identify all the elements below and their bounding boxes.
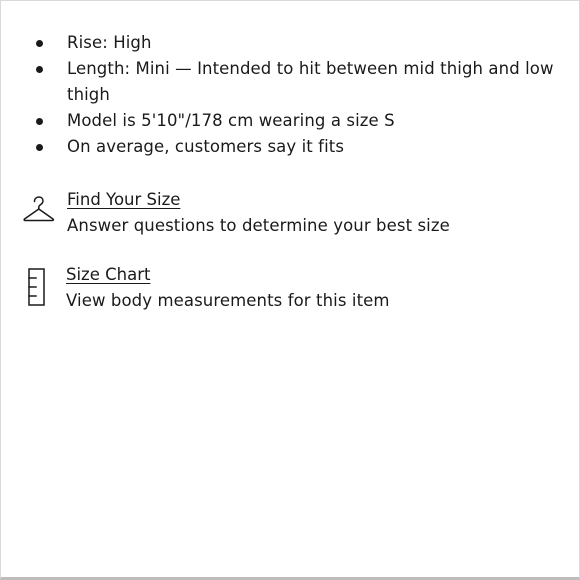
detail-fit: On average, customers say it fits <box>67 137 345 156</box>
hanger-icon <box>22 193 56 231</box>
bullet-dot <box>36 40 43 47</box>
product-details-list <box>30 30 560 160</box>
detail-model: Model is 5'10"/178 cm wearing a size S <box>67 111 395 130</box>
ruler-icon <box>27 267 47 311</box>
bullet-dot <box>36 118 43 125</box>
list-item <box>30 108 560 134</box>
bullet-dot <box>36 144 43 151</box>
list-item <box>30 56 560 108</box>
size-chart-description: View body measurements for this item <box>66 291 390 310</box>
size-chart-link[interactable]: Size Chart <box>66 265 151 284</box>
find-your-size-description: Answer questions to determine your best size <box>67 216 450 235</box>
detail-length: Length: Mini — Intended to hit between mid thigh and low thigh <box>67 59 554 104</box>
detail-rise: Rise: High <box>67 33 152 52</box>
list-item <box>30 134 560 160</box>
list-item <box>30 30 560 56</box>
bullet-dot <box>36 66 43 73</box>
find-your-size-link[interactable]: Find Your Size <box>67 190 181 209</box>
